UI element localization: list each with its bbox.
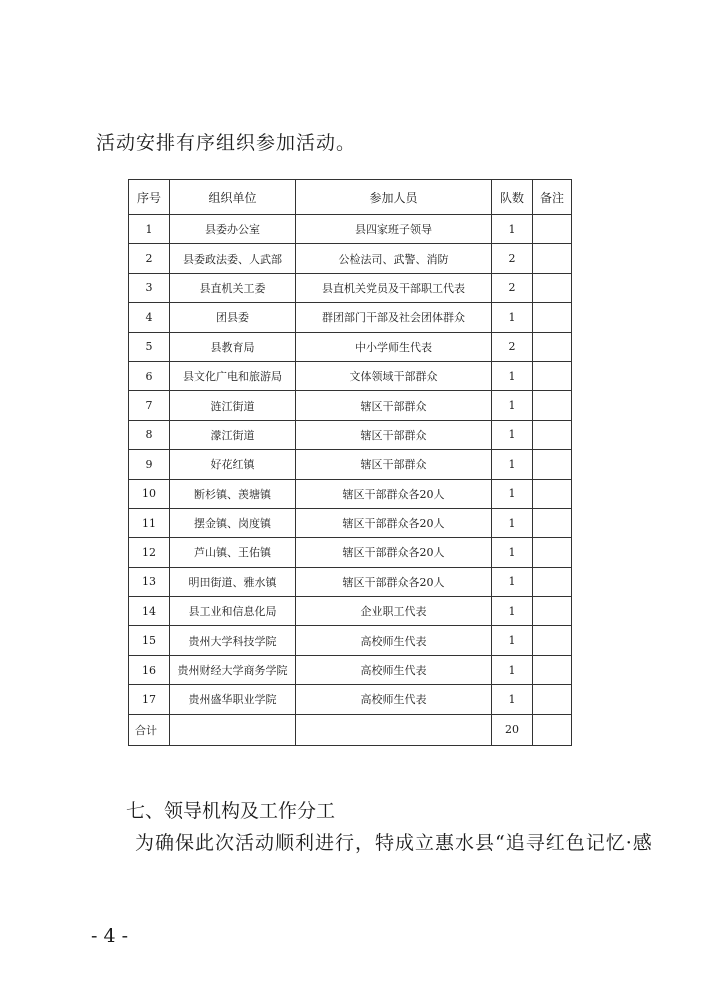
cell-organization: 县工业和信息化局 [170,597,296,626]
cell-organization: 县委政法委、人武部 [170,244,296,273]
intro-line: 活动安排有序组织参加活动。 [96,132,357,154]
header-organization: 组织单位 [170,180,296,215]
cell-remarks [533,332,572,361]
table-row [129,450,572,479]
cell-participants: 高校师生代表 [296,655,492,684]
cell-organization: 团县委 [170,303,296,332]
cell-index: 1 [129,215,170,244]
table-row [129,567,572,596]
cell-participants: 企业职工代表 [296,597,492,626]
cell-teams: 2 [492,332,533,361]
cell-teams: 1 [492,420,533,449]
cell-organization: 贵州大学科技学院 [170,626,296,655]
cell-organization: 濛江街道 [170,420,296,449]
cell-teams: 1 [492,303,533,332]
table-row [129,597,572,626]
cell-teams: 1 [492,538,533,567]
total-remarks-cell [533,714,572,745]
cell-index: 4 [129,303,170,332]
table-row [129,391,572,420]
table-row [129,303,572,332]
table-row [129,420,572,449]
cell-participants: 县直机关党员及干部职工代表 [296,273,492,302]
cell-index: 3 [129,273,170,302]
cell-teams: 1 [492,479,533,508]
cell-index: 6 [129,361,170,390]
cell-participants: 辖区干部群众各20人 [296,567,492,596]
table-row [129,479,572,508]
total-label: 合计 [129,714,170,745]
cell-index: 13 [129,567,170,596]
cell-index: 5 [129,332,170,361]
cell-remarks [533,626,572,655]
cell-remarks [533,479,572,508]
cell-organization: 摆金镇、岗度镇 [170,508,296,537]
cell-participants: 群团部门干部及社会团体群众 [296,303,492,332]
cell-organization: 县直机关工委 [170,273,296,302]
table-header-row [129,180,572,215]
participants-table [128,179,572,746]
cell-index: 15 [129,626,170,655]
cell-index: 9 [129,450,170,479]
table-row [129,508,572,537]
cell-index: 10 [129,479,170,508]
cell-participants: 公检法司、武警、消防 [296,244,492,273]
cell-remarks [533,538,572,567]
table-row [129,626,572,655]
cell-organization: 好花红镇 [170,450,296,479]
table-row [129,361,572,390]
body-paragraph: 为确保此次活动顺利进行，特成立惠水县“追寻红色记忆·感 [135,832,653,854]
cell-remarks [533,685,572,714]
cell-index: 17 [129,685,170,714]
cell-organization: 断杉镇、羡塘镇 [170,479,296,508]
cell-organization: 贵州财经大学商务学院 [170,655,296,684]
cell-participants: 辖区干部群众 [296,391,492,420]
header-teams: 队数 [492,180,533,215]
cell-participants: 辖区干部群众各20人 [296,538,492,567]
table-row [129,332,572,361]
cell-index: 14 [129,597,170,626]
table-row [129,273,572,302]
cell-remarks [533,391,572,420]
cell-remarks [533,303,572,332]
cell-remarks [533,597,572,626]
cell-participants: 县四家班子领导 [296,215,492,244]
table-row [129,538,572,567]
cell-teams: 1 [492,655,533,684]
cell-teams: 1 [492,626,533,655]
cell-remarks [533,361,572,390]
cell-participants: 辖区干部群众 [296,450,492,479]
cell-remarks [533,420,572,449]
cell-teams: 1 [492,361,533,390]
cell-remarks [533,244,572,273]
total-organization-cell [170,714,296,745]
cell-index: 2 [129,244,170,273]
cell-participants: 辖区干部群众各20人 [296,479,492,508]
page-number: - 4 - [91,925,129,947]
cell-index: 7 [129,391,170,420]
table-row [129,215,572,244]
cell-organization: 县文化广电和旅游局 [170,361,296,390]
cell-remarks [533,450,572,479]
cell-teams: 2 [492,273,533,302]
table-row [129,655,572,684]
header-remarks: 备注 [533,180,572,215]
cell-remarks [533,655,572,684]
cell-teams: 1 [492,215,533,244]
cell-teams: 2 [492,244,533,273]
cell-teams: 1 [492,391,533,420]
cell-organization: 涟江街道 [170,391,296,420]
table-row [129,244,572,273]
cell-participants: 高校师生代表 [296,626,492,655]
cell-remarks [533,567,572,596]
total-teams: 20 [492,714,533,745]
cell-index: 11 [129,508,170,537]
cell-remarks [533,215,572,244]
cell-remarks [533,273,572,302]
cell-teams: 1 [492,450,533,479]
cell-participants: 文体领域干部群众 [296,361,492,390]
header-index: 序号 [129,180,170,215]
cell-index: 12 [129,538,170,567]
header-participants: 参加人员 [296,180,492,215]
cell-participants: 辖区干部群众 [296,420,492,449]
cell-index: 8 [129,420,170,449]
cell-participants: 辖区干部群众各20人 [296,508,492,537]
cell-organization: 贵州盛华职业学院 [170,685,296,714]
cell-teams: 1 [492,567,533,596]
cell-participants: 中小学师生代表 [296,332,492,361]
cell-organization: 县委办公室 [170,215,296,244]
cell-teams: 1 [492,508,533,537]
cell-index: 16 [129,655,170,684]
total-participants-cell [296,714,492,745]
table-row [129,685,572,714]
cell-organization: 芦山镇、王佑镇 [170,538,296,567]
cell-participants: 高校师生代表 [296,685,492,714]
cell-organization: 明田街道、雅水镇 [170,567,296,596]
cell-teams: 1 [492,685,533,714]
section-heading: 七、领导机构及工作分工 [126,800,336,822]
total-row [129,714,572,745]
cell-organization: 县教育局 [170,332,296,361]
cell-teams: 1 [492,597,533,626]
cell-remarks [533,508,572,537]
